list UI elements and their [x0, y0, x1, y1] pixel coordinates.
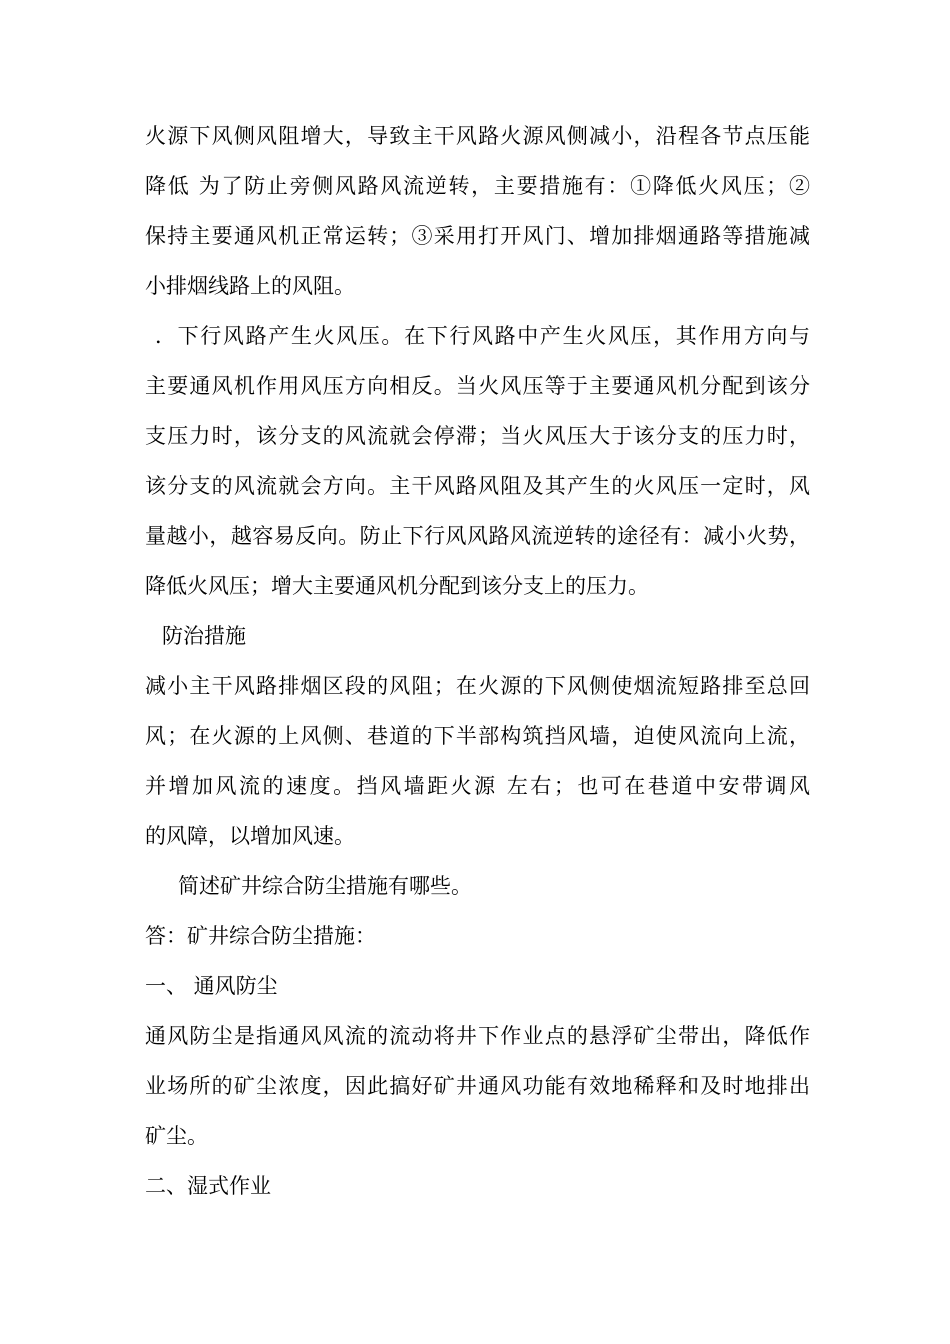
text-line: 风；在火源的上风侧、巷道的下半部构筑挡风墙，迫使风流向上流，: [145, 724, 810, 748]
text-line: 减小主干风路排烟区段的风阻；在火源的下风侧使烟流短路排至总回: [145, 674, 810, 698]
text-line: 通风防尘是指通风风流的流动将井下作业点的悬浮矿尘带出，降低作: [145, 1024, 810, 1048]
text-line: 主要通风机作用风压方向相反。当火风压等于主要通风机分配到该分: [145, 374, 810, 398]
text-line: 并增加风流的速度。挡风墙距火源 左右；也可在巷道中安带调风: [145, 774, 810, 798]
text-line: 小排烟线路上的风阻。: [145, 274, 355, 298]
text-line: 支压力时，该分支的风流就会停滞；当火风压大于该分支的压力时，: [145, 424, 810, 448]
text-line: 火源下风侧风阻增大，导致主干风路火源风侧减小，沿程各节点压能: [145, 124, 810, 148]
text-line: 降低火风压；增大主要通风机分配到该分支上的压力。: [145, 574, 649, 598]
question-line: 简述矿井综合防尘措施有哪些。: [178, 874, 472, 898]
section-heading: 一、 通风防尘: [145, 974, 278, 998]
text-line: 的风障，以增加风速。: [145, 824, 355, 848]
text-line: ．下行风路产生火风压。在下行风路中产生火风压，其作用方向与: [155, 324, 810, 348]
text-line: 降低 为了防止旁侧风路风流逆转，主要措施有：①降低火风压；②: [145, 174, 810, 198]
text-line: 量越小，越容易反向。防止下行风风路风流逆转的途径有：减小火势，: [145, 524, 810, 548]
text-line: 矿尘。: [145, 1124, 208, 1148]
answer-line: 答：矿井综合防尘措施：: [145, 924, 376, 948]
text-line: 业场所的矿尘浓度，因此搞好矿井通风功能有效地稀释和及时地排出: [145, 1074, 810, 1098]
text-line: 该分支的风流就会方向。主干风路风阻及其产生的火风压一定时，风: [145, 474, 810, 498]
section-heading: 二、湿式作业: [145, 1174, 271, 1198]
section-heading: 防治措施: [162, 624, 246, 648]
text-line: 保持主要通风机正常运转；③采用打开风门、增加排烟通路等措施减: [145, 224, 810, 248]
